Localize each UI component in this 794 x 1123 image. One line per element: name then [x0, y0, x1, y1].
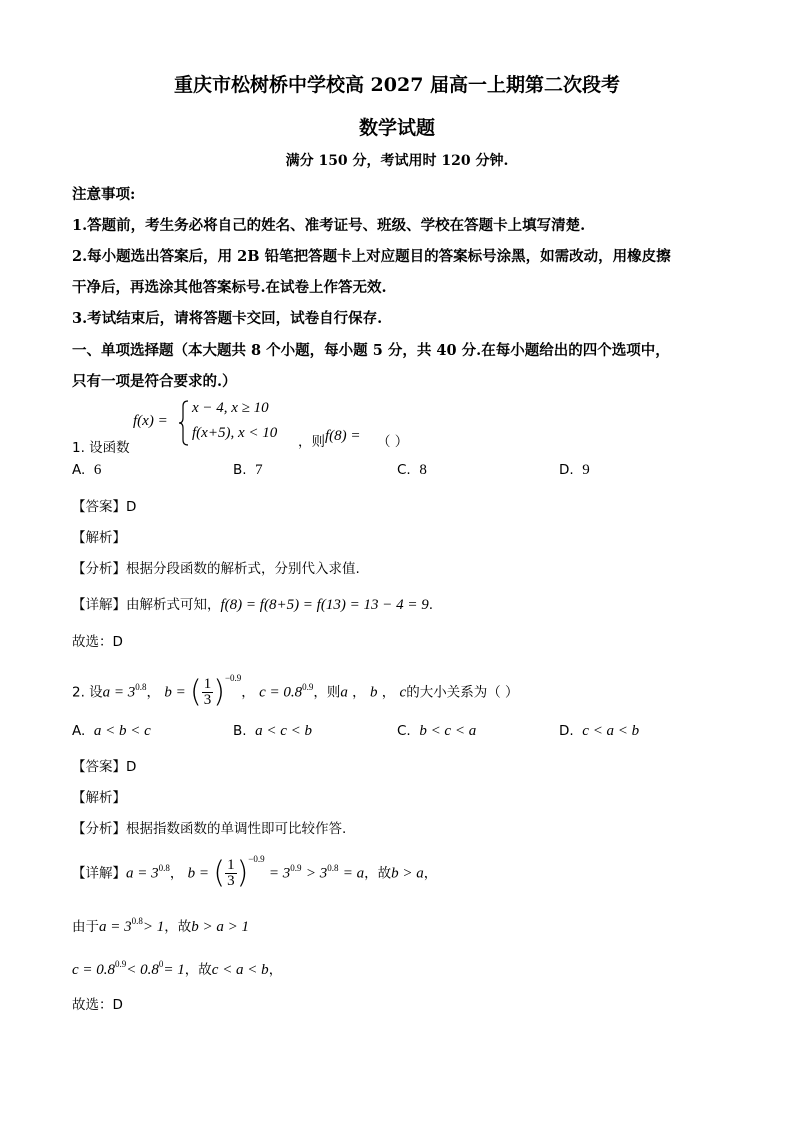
q2-stem: 2. 设$a = 3^{0.8}$， b = ( $\frac{1}{3}$ )$^{-0.9}$， $c = 0.8^{0.9}$，则a ， b ， c的大小关系为（ ） — [72, 672, 519, 710]
q1-fx: f(x) = — [133, 413, 168, 429]
q2-analysis-tag: 【解析】 — [72, 790, 126, 806]
q2-answer: 【答案】D — [72, 759, 137, 775]
q2-fenxi: 【分析】根据指数函数的单调性即可比较作答. — [72, 821, 347, 837]
q2-xiangjie: 【详解】$a = 3^{0.8}$， b = ( $\frac{1}{3}$ )$^{-0.9} = 3^{0.9} > 3^{0.8} = a$，故b > a， — [72, 853, 438, 891]
q1-brace — [178, 400, 190, 446]
q1-option-c: C. 8 — [397, 462, 427, 478]
q2-line-2: 由于$a = 3^{0.8}> 1$，故b > a > 1 — [72, 916, 249, 935]
q2-option-d: D. c < a < b — [559, 723, 640, 739]
notice-heading: 注意事项: — [72, 186, 136, 203]
exam-info: 满分 150 分，考试用时 120 分钟. — [285, 153, 509, 169]
q1-xiangjie: 【详解】由解析式可知，f(8) = f(8+5) = f(13) = 13 − 4 = 9. — [72, 597, 434, 613]
q1-blank: （ ） — [377, 434, 409, 450]
notice-item-2a: 2.每小题选出答案后，用 2B 铅笔把答题卡上对应题目的答案标号涂黑，如需改动，用橡皮擦 — [72, 248, 671, 265]
q1-ask: f(8) = — [325, 428, 361, 444]
q1-answer: 【答案】D — [72, 499, 137, 515]
q1-option-b: B. 7 — [233, 462, 263, 478]
q2-option-b: B. a < c < b — [233, 723, 313, 739]
exam-subject: 数学试题 — [358, 117, 435, 139]
q1-choose: 故选：D — [72, 634, 123, 650]
q1-analysis-tag: 【解析】 — [72, 530, 126, 546]
notice-item-3: 3.考试结束后，请将答题卡交回，试卷自行保存. — [72, 310, 383, 327]
q1-fenxi: 【分析】根据分段函数的解析式，分别代入求值. — [72, 561, 360, 577]
q2-option-c: C. b < c < a — [397, 723, 477, 739]
q1-case-2: f(x+5), x < 10 — [192, 425, 278, 441]
q1-option-a: A. 6 — [72, 462, 102, 478]
notice-item-1: 1.答题前，考生务必将自己的姓名、准考证号、班级、学校在答题卡上填写清楚. — [72, 217, 586, 234]
q1-then: ，则 — [298, 434, 325, 450]
q1-prefix: 1. 设函数 — [72, 440, 130, 456]
exam-title: 重庆市松树桥中学校高 2027 届高一上期第二次段考 — [173, 74, 621, 96]
q1-option-d: D. 9 — [559, 462, 590, 478]
q2-line-3: $c = 0.8^{0.9}< 0.8^0= 1$，故c < a < b， — [72, 959, 283, 978]
section1-heading-a: 一、单项选择题（本大题共 8 个小题，每小题 5 分，共 40 分.在每小题给出的四个选项中， — [72, 342, 670, 359]
q2-option-a: A. a < b < c — [72, 723, 151, 739]
section1-heading-b: 只有一项是符合要求的.） — [72, 373, 237, 390]
notice-item-2b: 干净后，再选涂其他答案标号.在试卷上作答无效. — [72, 279, 387, 296]
q1-case-1: x − 4, x ≥ 10 — [192, 400, 269, 416]
q2-choose: 故选：D — [72, 997, 123, 1013]
